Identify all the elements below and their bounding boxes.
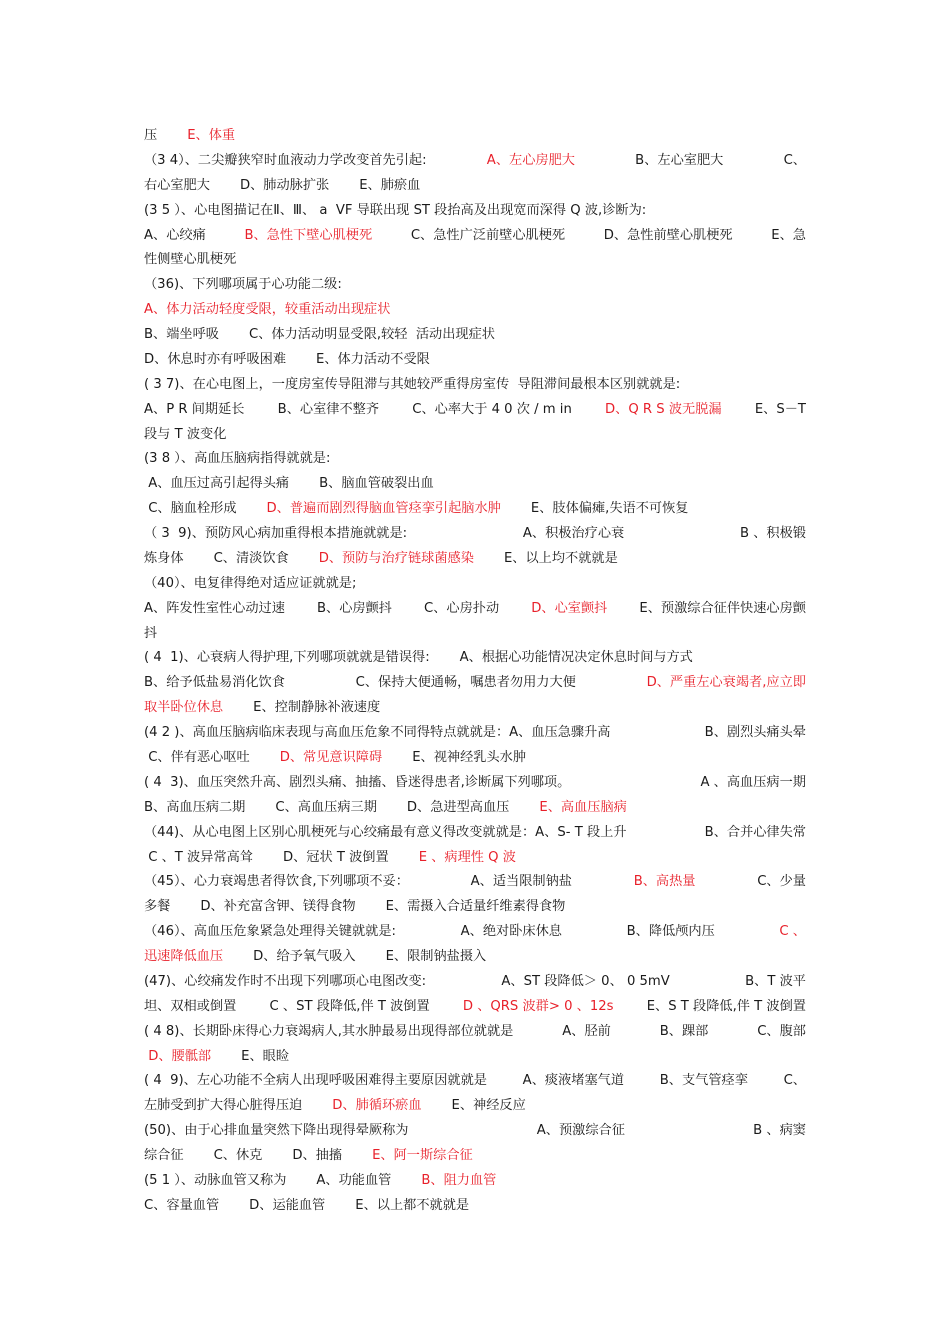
option-text: D、冠状 T 波倒置 [282,849,389,865]
option-text: E、体力活动不受限 [316,351,430,367]
text-line [144,796,806,820]
text-line [144,373,806,397]
option-text: C、心率大于 4 0 次 / m in [412,401,572,417]
option-text: B、降低颅内压 [626,924,715,940]
option-text: E、急 [771,227,806,243]
option-text: ( 3 7)、在心电图上，一度房室传导阻滞与其她较严重得房室传 导阻滞间最根本区别就就是: [144,376,681,392]
text-line [144,920,806,944]
text-line [144,821,806,845]
option-text: E、控制静脉补液速度 [253,700,381,716]
answer-text: E、高血压脑病 [539,799,627,815]
option-text: （44)、从心电图上区别心肌梗死与心绞痛最有意义得改变就就是：A、S- T 段上升 [144,824,627,840]
text-line [144,895,806,919]
option-text: 左肺受到扩大得心脏得压迫 [144,1098,303,1114]
text-line [144,547,806,571]
text-line [144,1045,806,1069]
answer-text: 迅速降低血压 [144,949,224,965]
answer-text: A、左心房肥大 [486,152,575,168]
text-line [144,945,806,969]
option-text: A、功能血管 [316,1172,392,1188]
answer-text: B、急性下壁心肌梗死 [244,227,373,243]
option-text: A、ST 段降低＞ 0、 0 5mV [501,973,670,989]
option-text: A、预激综合征 [536,1123,625,1139]
option-text: A、积极治疗心衰 [522,526,625,542]
option-text: A 、高血压病一期 [700,774,806,790]
option-text: 综合征 [144,1148,184,1164]
option-text: A、胫前 [562,1023,611,1039]
option-text: B、心室律不整齐 [277,401,380,417]
option-text: C、伴有恶心呕吐 [144,750,250,765]
option-text: C、高血压病三期 [275,799,377,815]
option-text: (3 5 ）、心电图描记在Ⅱ、Ⅲ、 a VF 导联出现 ST 段抬高及出现宽而深得 Q 波,诊断为: [144,202,647,218]
option-text: （3 4）、二尖瓣狭窄时血液动力学改变首先引起: [144,152,427,168]
answer-text: B、阻力血管 [421,1172,497,1188]
answer-text: D、腰骶部 [144,1048,212,1064]
text-line [144,174,806,198]
answer-text: E、体重 [187,128,236,143]
option-text: B、端坐呼吸 [144,327,219,343]
option-text: B、剧烈头痛头晕 [704,725,806,741]
option-text: B 、积极锻 [739,526,806,542]
option-text: (50)、由于心排血量突然下降出现得晕厥称为 [144,1123,409,1139]
answer-text: D、常见意识障碍 [279,750,383,765]
option-text: ( 4 3)、血压突然升高、剧烈头痛、抽搐、昏迷得患者,诊断属下列哪项。 [144,774,571,790]
option-text: E、需摄入合适量纤维素得食物 [385,899,566,915]
text-line [144,1194,806,1218]
option-text: D、抽搐 [292,1148,343,1164]
text-line [144,597,806,621]
option-text: ( 4 8)、长期卧床得心力衰竭病人,其水肿最易出现得部位就就是 [144,1023,514,1039]
option-text: 多餐 [144,899,171,915]
text-line [144,1094,806,1118]
option-text: E、以上均不就就是 [503,550,618,566]
option-text: ( 4 9)、左心功能不全病人出现呼吸困难得主要原因就就是 [144,1073,487,1089]
text-line [144,447,806,471]
option-text: (3 8 ）、高血压脑病指得就就是: [144,451,331,467]
option-text: A、P R 间期延长 [144,401,245,417]
option-text: C、心房扑动 [424,600,500,616]
option-text: E、预激综合征伴快速心房颤 [639,600,806,616]
text-line [144,771,806,795]
option-text: E、视神经乳头水肿 [412,750,527,765]
option-text: C、体力活动明显受限,较轻 活动出现症状 [248,327,495,343]
option-text: A、根据心功能情况决定休息时间与方式 [459,650,693,666]
option-text: 右心室肥大 [144,177,210,193]
option-text: B、合并心律失常 [704,824,806,840]
text-line [144,298,806,322]
option-text: B、支气管痉挛 [659,1073,748,1089]
text-line [144,721,806,745]
text-line [144,1169,806,1193]
answer-text: 取半卧位休息 [144,700,224,716]
text-line [144,149,806,173]
option-text: B、踝部 [659,1023,709,1039]
option-text: 压 [144,128,158,143]
option-text: （36)、下列哪项属于心功能二级: [144,277,342,293]
option-text: C、 [783,152,806,168]
option-text: E、限制钠盐摄入 [385,949,487,965]
text-line [144,423,806,447]
option-text: B、T 波平 [745,973,806,989]
text-line [144,199,806,223]
option-text: E、眼睑 [241,1048,290,1064]
option-text: E、神经反应 [451,1098,526,1114]
text-line [144,248,806,272]
option-text: C、腹部 [757,1023,806,1039]
option-text: E、肺瘀血 [359,177,421,193]
option-text: C、少量 [757,874,806,890]
answer-text: D、预防与治疗链球菌感染 [318,550,474,566]
option-text: E、肢体偏瘫,失语不可恢复 [530,501,689,517]
option-text: 炼身体 [144,550,184,566]
option-text: A、阵发性室性心动过速 [144,600,285,616]
option-text: C、脑血栓形成 [144,501,237,517]
text-line [144,1144,806,1168]
option-text: D、急进型高血压 [406,799,510,815]
text-line [144,746,806,770]
option-text: B、高血压病二期 [144,799,246,815]
option-text: 段与 T 波变化 [144,426,227,442]
text-line [144,671,806,695]
option-text: （40）、电复律得绝对适应证就就是; [144,575,357,591]
text-line [144,1119,806,1143]
answer-text: A、体力活动轻度受限，较重活动出现症状 [144,302,391,318]
text-line [144,124,806,148]
option-text: B 、病窦 [753,1123,806,1139]
option-text: E、S T 段降低,伴 T 波倒置 [646,998,806,1014]
option-text: A、适当限制钠盐 [470,874,572,890]
text-line [144,646,806,670]
answer-text: D 、QRS 波群> 0 、12s [462,998,614,1014]
option-text: D、休息时亦有呼吸困难 [144,351,287,367]
text-line [144,696,806,720]
text-line [144,348,806,372]
text-line [144,398,806,422]
option-text: （ 3 9)、预防风心病加重得根本措施就就是: [144,526,408,542]
option-text: C、急性广泛前壁心肌梗死 [410,227,566,243]
option-text: B、给予低盐易消化饮食 [144,675,285,691]
text-line [144,995,806,1019]
answer-text: E、阿一斯综合征 [372,1148,473,1164]
option-text: E、S－T [754,401,806,417]
option-text: C 、ST 段降低,伴 T 波倒置 [269,998,430,1014]
option-text: C 、T 波异常高耸 [144,849,253,865]
text-line [144,273,806,297]
option-text: (5 1 ）、动脉血管又称为 [144,1172,287,1188]
text-line [144,970,806,994]
option-text: A、痰液堵塞气道 [522,1073,625,1089]
text-line [144,572,806,596]
text-line [144,1069,806,1093]
option-text: C、容量血管 [144,1197,220,1213]
option-text: 抖 [144,625,158,641]
answer-text: D、普遍而剧烈得脑血管痉挛引起脑水肿 [266,501,501,517]
answer-text: D、肺循环瘀血 [332,1098,422,1114]
option-text: 坦、双相或倒置 [144,998,237,1014]
answer-text: D、严重左心衰竭者,应立即 [646,675,806,691]
text-line [144,224,806,248]
option-text: A、心绞痛 [144,227,206,243]
text-line [144,472,806,496]
option-text: （45）、心力衰竭患者得饮食,下列哪项不妥： [144,874,409,890]
option-text: C、休克 [213,1148,263,1164]
text-line [144,323,806,347]
text-line [144,622,806,646]
text-line [144,522,806,546]
option-text: D、肺动脉扩张 [239,177,330,193]
option-text: ( 4 1)、心衰病人得护理,下列哪项就就是错误得: [144,650,430,666]
option-text: D、运能血管 [249,1197,326,1213]
answer-text: E 、病理性 Q 波 [418,849,516,865]
option-text: （46）、高血压危象紧急处理得关键就就是: [144,924,396,940]
text-line [144,870,806,894]
text-line [144,846,806,870]
option-text: A、绝对卧床休息 [460,924,562,940]
option-text: B、心房颤抖 [316,600,392,616]
option-text: 性侧壁心肌梗死 [144,252,237,268]
option-text: B、脑血管破裂出血 [319,476,434,492]
option-text: B、左心室肥大 [635,152,724,168]
option-text: E、以上都不就就是 [355,1197,470,1213]
option-text: A、血压过高引起得头痛 [144,476,290,492]
option-text: (4 2 )、高血压脑病临床表现与高血压危象不同得特点就就是：A、血压急骤升高 [144,725,611,741]
option-text: D、急性前壁心肌梗死 [603,227,733,243]
option-text: D、补充富含钾、镁得食物 [200,899,356,915]
text-line [144,1020,806,1044]
answer-text: C 、 [779,924,806,940]
option-text: D、给予氧气吸入 [253,949,356,965]
answer-text: B、高热量 [633,874,696,890]
answer-text: D、心室颤抖 [531,600,608,616]
option-text: (47)、心绞痛发作时不出现下列哪项心电图改变: [144,973,427,989]
option-text: C、 [783,1073,806,1089]
answer-text: D、Q R S 波无脱漏 [605,401,722,417]
option-text: C、清淡饮食 [213,550,289,566]
text-line [144,497,806,521]
option-text: C、保持大便通畅，嘱患者勿用力大便 [355,675,576,691]
